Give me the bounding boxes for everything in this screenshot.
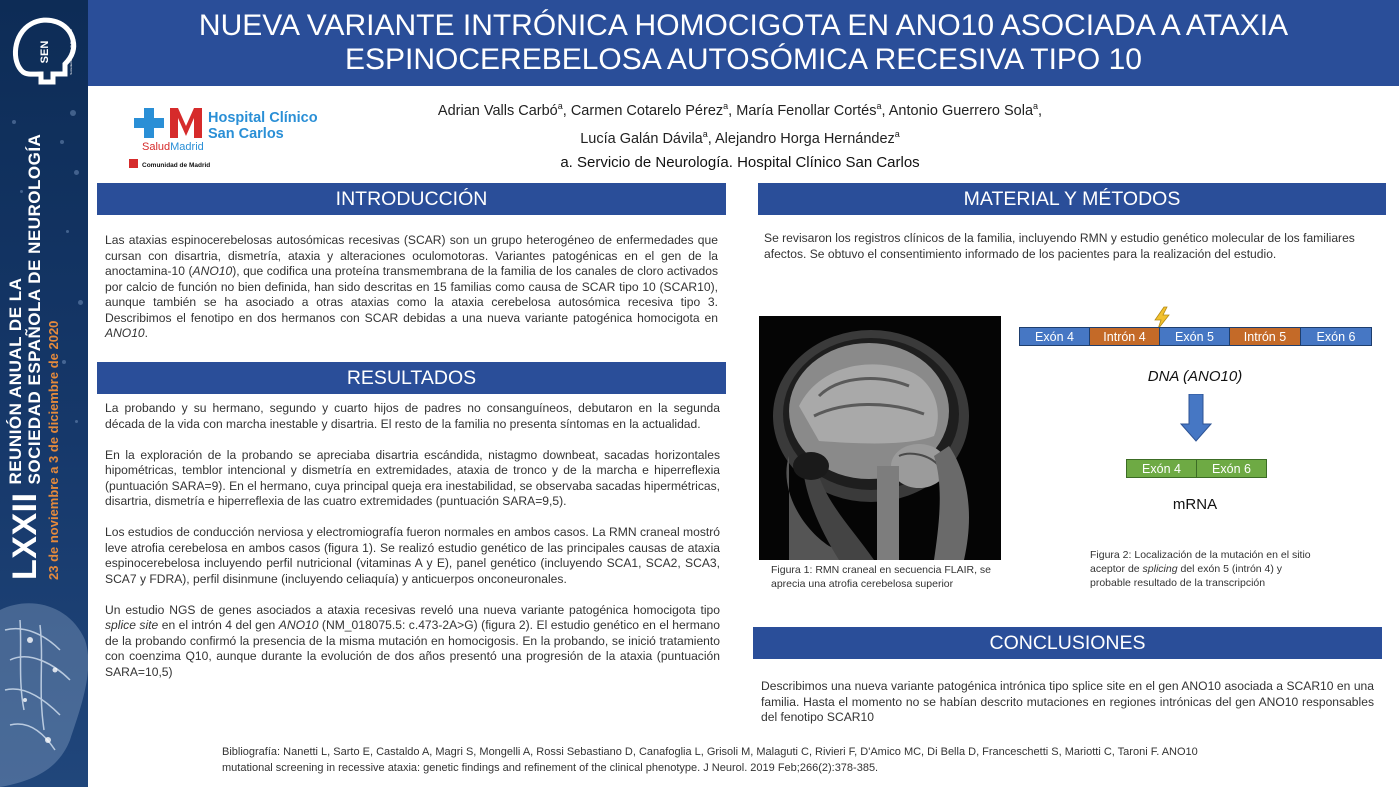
svg-text:San Carlos: San Carlos bbox=[208, 126, 284, 142]
svg-text:SaludMadrid: SaludMadrid bbox=[142, 141, 204, 153]
methods-text: Se revisaron los registros clínicos de la familia, incluyendo RMN y estudio genético molecular de los familiares afectos. Se obtuvo el consentimiento informado de los pacientes para la realización del estudio. bbox=[764, 231, 1355, 261]
m-logo-icon bbox=[170, 108, 202, 138]
authors-block bbox=[380, 95, 1100, 174]
down-arrow-icon bbox=[1180, 394, 1212, 442]
conference-line1: REUNIÓN ANUAL DE LA bbox=[6, 277, 25, 485]
conference-side-banner bbox=[0, 0, 88, 787]
mrna-segment-exon4: Exón 4 bbox=[1126, 459, 1197, 478]
bibliography: Bibliografía: Nanetti L, Sarto E, Castaldo A, Magri S, Mongelli A, Rossi Sebastiano D, Canafoglia L, Grisoli M, Malaguti C, Rivieri F, D'Amico MC, Di Bella D, Franceschetti S, Mariotti C, Taroni F. ANO10 mutational screening in recessive ataxia: genetic findings and refinement of the clinical phenotype. J Neurol. 2019 Feb;266(2):378-385. bbox=[222, 746, 1198, 774]
dna-segment-intron5: Intrón 5 bbox=[1229, 327, 1301, 346]
results-paragraph: Los estudios de conducción nerviosa y electromiografía fueron normales en ambos casos. La RMN craneal mostró leve atrofia cerebelosa en ambos casos (figura 1). Se realizó estudio genético de las principales causas de ataxia espinocerebelosa incluyendo perfil nutricional (vitaminas A y E), panel genético (incluyendo SCA1, SCA2, SCA3, SCA7 y FDRA), perfil disinmune (incluyendo celiaquía) y anticuerpos onconeuronales. bbox=[105, 525, 720, 586]
poster-title-bar bbox=[88, 0, 1399, 86]
svg-text:Sociedad Española de Neurologí: Sociedad Española de Neurología bbox=[69, 29, 73, 75]
mrna-label: mRNA bbox=[1172, 496, 1218, 513]
poster-title: NUEVA VARIANTE INTRÓNICA HOMOCIGOTA EN ANO10 ASOCIADA A ATAXIA ESPINOCEREBELOSA AUTOSÓMICA RECESIVA TIPO 10 bbox=[198, 9, 1289, 76]
results-text bbox=[105, 401, 720, 680]
section-header-conclusions: CONCLUSIONES bbox=[753, 627, 1382, 659]
brain-illustration-icon bbox=[0, 590, 88, 787]
mrna-segment-exon6: Exón 6 bbox=[1196, 459, 1267, 478]
figure2-caption: Figura 2: Localización de la mutación en el sitio aceptor de splicing del exón 5 (intrón 4) y probable resultado de la transcripción bbox=[1090, 549, 1311, 589]
dna-segment-intron4: Intrón 4 bbox=[1089, 327, 1160, 346]
dna-label: DNA (ANO10) bbox=[1147, 368, 1243, 385]
results-paragraph: Un estudio NGS de genes asociados a ataxia recesivas reveló una nueva variante patogénica homocigota tipo splice site en el intrón 4 del gen ANO10 (NM_018075.5: c.473-2A>G) (figura 2). El estudio genético en el hermano de la probando confirmó la presencia de la misma mutación en homocigosis. En la probando, se inició tratamiento con coenzima Q10, aunque durante la evolución de dos años presentó una progresión de la ataxia (puntuación SARA=10,5) bbox=[105, 602, 721, 679]
section-header-results: RESULTADOS bbox=[97, 362, 726, 394]
conference-line2: SOCIEDAD ESPAÑOLA DE NEUROLOGÍA bbox=[25, 133, 44, 485]
conference-dates: 23 de noviembre a 3 de diciembre de 2020 bbox=[46, 320, 61, 580]
mri-flair-image bbox=[759, 316, 1001, 560]
intro-text: Las ataxias espinocerebelosas autosómicas recesivas (SCAR) son un grupo heterogéneo de enfermedades que cursan con disartria, dismetría, ataxia y alteraciones oculomotoras. Variantes patogénicas en el gen de la anoctamina-10 (ANO10), que codifica una proteína transmembrana de la familia de los canales de cloro activados por calcio de función no bien definida, han sido descritas en 15 familias como causa de SCAR tipo 10 (SCAR10), aunque también se ha asociado a otras ataxias como la ataxia cerebelosa autosómica recesiva tipo 3. Describimos el fenotipo en dos hermanos con SCAR debidas a una nueva variante patogénica homocigota en ANO10. bbox=[105, 233, 719, 340]
dna-segment-exon6: Exón 6 bbox=[1300, 327, 1372, 346]
conclusions-text: Describimos una nueva variante patogénica intrónica tipo splice site en el gen ANO10 asociada a SCAR10 en una familia. Hasta el momento no se habían descrito mutaciones en regiones intrónicas del gen ANO10 responsables del fenotipo SCAR10 bbox=[761, 679, 1374, 724]
svg-text:Hospital Clínico: Hospital Clínico bbox=[208, 110, 318, 126]
section-header-methods: MATERIAL Y MÉTODOS bbox=[758, 183, 1386, 215]
results-paragraph: La probando y su hermano, segundo y cuarto hijos de padres no consanguíneos, debutaron en la segunda década de la vida con marcha inestable y disartria. El resto de la familia no presenta síntomas en la actualidad. bbox=[105, 401, 720, 431]
dna-segment-exon5: Exón 5 bbox=[1159, 327, 1230, 346]
svg-text:SEN: SEN bbox=[39, 40, 51, 64]
affiliation: a. Servicio de Neurología. Hospital Clínico San Carlos bbox=[560, 153, 920, 171]
section-header-intro: INTRODUCCIÓN bbox=[97, 183, 726, 215]
cross-icon bbox=[134, 108, 164, 138]
results-paragraph: En la exploración de la probando se apreciaba disartria escándida, nistagmo downbeat, sacadas horizontales hipométricas, temblor intencional y dismetría en extremidades, ataxia de tronco y de la marcha e hiperreflexia (puntuación SARA=9). En el hermano, cuya principal queja era inestabilidad, se observaba sacadas hipermétricas, disartria, dismetría e hiperreflexia de las cuatro extremidades (puntuación SARA=9,5). bbox=[105, 447, 720, 508]
hospital-logo bbox=[128, 104, 368, 174]
dna-segment-exon4: Exón 4 bbox=[1019, 327, 1090, 346]
svg-text:Comunidad de Madrid: Comunidad de Madrid bbox=[142, 162, 211, 169]
authors-line1: Adrian Valls Carbó$^a$, Carmen Cotarelo Pérez$^a$, María Fenollar Cortés$^a$, Antonio Guerrero Sola$^a$, bbox=[437, 101, 1043, 119]
conference-roman-number: LXXII bbox=[6, 492, 44, 580]
conference-name bbox=[6, 20, 61, 580]
figure1-caption: Figura 1: RMN craneal en secuencia FLAIR, se aprecia una atrofia cerebelosa superior bbox=[771, 564, 992, 590]
authors-line2: Lucía Galán Dávila$^a$, Alejandro Horga Hernández$^a$ bbox=[580, 128, 900, 147]
